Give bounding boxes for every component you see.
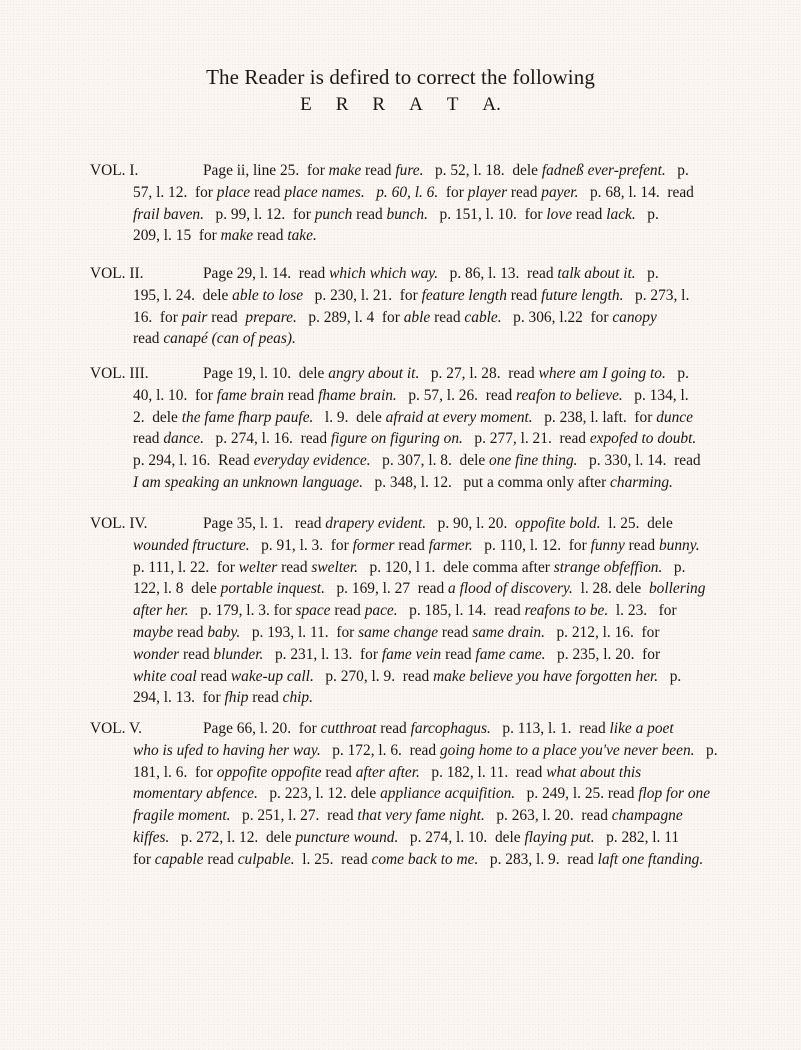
erratum-text: read bbox=[248, 689, 283, 707]
erratum-line bbox=[133, 206, 659, 224]
erratum-text: p. bbox=[662, 558, 686, 576]
erratum-italic-text: that very fame night. bbox=[357, 807, 485, 825]
erratum-text: p. 230, l. 21. for bbox=[303, 286, 422, 304]
erratum-text: read bbox=[133, 430, 164, 448]
erratum-text: read bbox=[572, 205, 607, 223]
volume-label: VOL. III. bbox=[90, 365, 149, 382]
erratum-text: read bbox=[438, 624, 473, 641]
erratum-italic-text: place bbox=[216, 183, 251, 201]
erratum-text: p. 193, l. 11. for bbox=[240, 624, 359, 641]
erratum-line bbox=[133, 430, 696, 448]
erratum-italic-text: fame brain bbox=[216, 386, 284, 404]
erratum-text: read bbox=[624, 536, 659, 554]
erratum-italic-text: after after. bbox=[355, 763, 420, 781]
erratum-text: Page 66, l. 20. for bbox=[203, 720, 321, 737]
errata-letter: R bbox=[335, 94, 349, 115]
erratum-italic-text: charming. bbox=[610, 474, 673, 491]
volume-label: VOL. V. bbox=[90, 720, 143, 737]
erratum-italic-text: payer. bbox=[541, 183, 579, 201]
erratum-text: p. 307, l. 8. dele bbox=[370, 452, 490, 470]
errata-letter: A bbox=[409, 94, 423, 115]
erratum-italic-text: fragile moment. bbox=[133, 807, 231, 825]
erratum-italic-text: white coal bbox=[133, 667, 197, 685]
erratum-text: p. 91, l. 3. for bbox=[249, 536, 353, 554]
erratum-text: read bbox=[173, 624, 208, 641]
erratum-text: read bbox=[196, 667, 231, 685]
erratum-text: Page 19, l. 10. dele bbox=[203, 365, 329, 382]
erratum-italic-text: dance. bbox=[163, 430, 204, 448]
erratum-line bbox=[133, 387, 689, 405]
erratum-line bbox=[133, 646, 660, 664]
erratum-italic-text: fadneß ever-prefent. bbox=[541, 162, 666, 179]
erratum-line bbox=[133, 602, 677, 620]
erratum-line bbox=[133, 287, 689, 305]
erratum-italic-text: come back to me. bbox=[371, 850, 479, 868]
erratum-text: for bbox=[438, 183, 468, 201]
erratum-italic-text: farcophagus. bbox=[410, 720, 491, 737]
erratum-italic-text: like a poet bbox=[609, 720, 674, 737]
erratum-text: p. bbox=[635, 205, 659, 223]
erratum-italic-text: oppofite oppofite bbox=[216, 763, 322, 781]
erratum-text: read bbox=[506, 286, 542, 304]
erratum-italic-text: puncture wound. bbox=[295, 829, 399, 846]
erratum-text: p. 111, l. 22. for bbox=[133, 558, 239, 576]
erratum-line bbox=[133, 474, 673, 492]
erratum-italic-text: culpable. bbox=[237, 850, 295, 868]
erratum-text: Page 35, l. 1. read bbox=[203, 515, 326, 532]
erratum-italic-text: a flood of discovery. bbox=[448, 580, 573, 598]
erratum-italic-text: figure on figuring on. bbox=[330, 430, 463, 448]
erratum-italic-text: wonder bbox=[133, 645, 180, 663]
erratum-italic-text: canapé (can of peas). bbox=[163, 330, 296, 348]
erratum-text: p. 169, l. 27 read bbox=[324, 580, 449, 598]
erratum-text: p. 277, l. 21. read bbox=[462, 430, 590, 448]
erratum-italic-text: reafons to be. bbox=[524, 602, 609, 620]
erratum-italic-text: former bbox=[352, 536, 395, 554]
erratum-italic-text: canopy bbox=[612, 308, 657, 326]
erratum-text: read bbox=[441, 645, 476, 663]
erratum-text: 195, l. 24. dele bbox=[133, 286, 233, 304]
erratum-text: 209, l. 15 for bbox=[133, 227, 221, 245]
erratum-italic-text: afraid at every moment. bbox=[385, 408, 533, 426]
erratum-text: read bbox=[207, 308, 246, 326]
erratum-text: 16. for bbox=[133, 308, 182, 326]
erratum-line bbox=[133, 309, 657, 327]
erratum-italic-text: the fame fharp paufe. bbox=[181, 408, 314, 426]
erratum-text: p. 185, l. 14. read bbox=[397, 602, 525, 620]
erratum-italic-text: dunce bbox=[656, 408, 693, 426]
erratum-text: p. 90, l. 20. bbox=[426, 515, 516, 532]
erratum-text: p. 274, l. 16. read bbox=[203, 430, 331, 448]
erratum-text: p. 274, l. 10. dele bbox=[398, 829, 525, 846]
erratum-text: 294, l. 13. for bbox=[133, 689, 225, 707]
volume-label: VOL. I. bbox=[90, 162, 139, 179]
erratum-italic-text: kiffes. bbox=[133, 829, 170, 846]
erratum-text: read bbox=[376, 720, 411, 737]
erratum-text: p. 182, l. 11. read bbox=[419, 763, 547, 781]
erratum-italic-text: frail baven. bbox=[133, 205, 204, 223]
erratum-line bbox=[133, 624, 660, 642]
erratum-italic-text: take. bbox=[287, 227, 317, 245]
erratum-text: l. 28. dele bbox=[572, 580, 649, 598]
erratum-line bbox=[133, 668, 681, 686]
erratum-text: p. 172, l. 6. read bbox=[320, 741, 440, 759]
erratum-text: for bbox=[133, 850, 155, 868]
erratum-italic-text: punch bbox=[314, 205, 353, 223]
erratum-text: 181, l. 6. for bbox=[133, 763, 217, 781]
errata-letter: T bbox=[446, 94, 459, 115]
erratum-text: p. 52, l. 18. dele bbox=[423, 162, 542, 179]
erratum-line bbox=[133, 184, 694, 202]
erratum-text: p. 282, l. 11 bbox=[594, 829, 680, 846]
erratum-text: p. 120, l 1. dele comma after bbox=[358, 558, 554, 576]
erratum-text: p. 110, l. 12. for bbox=[472, 536, 591, 554]
errata-letter: R bbox=[372, 94, 386, 115]
errata-heading bbox=[0, 64, 801, 118]
erratum-text: p. 249, l. 25. read bbox=[515, 785, 639, 803]
erratum-italic-text: bunny. bbox=[658, 536, 700, 554]
erratum-text bbox=[365, 184, 377, 201]
erratum-text: read bbox=[179, 645, 214, 663]
erratum-text: read bbox=[330, 602, 365, 620]
volume-label: VOL. II. bbox=[90, 265, 144, 282]
erratum-text: 40, l. 10. for bbox=[133, 386, 217, 404]
erratum-italic-text: make believe you have forgotten her. bbox=[433, 667, 659, 685]
erratum-text: read bbox=[133, 330, 164, 348]
erratum-italic-text: momentary abfence. bbox=[133, 785, 258, 803]
erratum-line bbox=[133, 227, 317, 245]
erratum-line bbox=[203, 720, 674, 738]
erratum-italic-text: swelter. bbox=[311, 558, 359, 576]
erratum-italic-text: p. 60, l. 6. bbox=[376, 183, 439, 201]
erratum-text: read bbox=[361, 162, 396, 179]
erratum-text: read bbox=[250, 183, 285, 201]
erratum-text: Page 29, l. 14. read bbox=[203, 265, 330, 282]
erratum-text: p. 57, l. 26. read bbox=[396, 386, 517, 404]
erratum-italic-text: farmer. bbox=[428, 536, 473, 554]
erratum-italic-text: everyday evidence. bbox=[253, 452, 371, 470]
errata-letter: E bbox=[300, 94, 312, 115]
erratum-text: p. 348, l. 12. put a comma only after bbox=[362, 474, 611, 491]
erratum-italic-text: baby. bbox=[207, 624, 241, 641]
erratum-italic-text: make bbox=[328, 162, 362, 179]
erratum-text: 57, l. 12. for bbox=[133, 183, 217, 201]
erratum-italic-text: lack. bbox=[606, 205, 636, 223]
erratum-text: read bbox=[283, 386, 319, 404]
erratum-italic-text: fame vein bbox=[381, 645, 442, 663]
erratum-line bbox=[133, 559, 685, 577]
erratum-italic-text: welter bbox=[238, 558, 278, 576]
erratum-italic-text: fhame brain. bbox=[318, 386, 397, 404]
erratum-italic-text: flaying put. bbox=[524, 829, 595, 846]
erratum-text: l. 25. dele bbox=[600, 515, 673, 532]
erratum-text: p. 235, l. 20. for bbox=[545, 645, 661, 663]
erratum-text: p. 273, l. bbox=[623, 286, 690, 304]
erratum-text: p. 179, l. 3. for bbox=[188, 602, 296, 620]
erratum-text: read bbox=[277, 558, 312, 576]
erratum-italic-text: make bbox=[220, 227, 254, 245]
erratum-italic-text: reafon to believe. bbox=[516, 386, 623, 404]
erratum-italic-text: laft one ftanding. bbox=[597, 850, 704, 868]
erratum-italic-text: flop for one bbox=[638, 785, 711, 803]
heading-instruction: The Reader is defired to correct the following bbox=[206, 65, 595, 89]
erratum-italic-text: pace. bbox=[364, 602, 398, 620]
erratum-text: read bbox=[394, 536, 429, 554]
erratum-italic-text: expofed to doubt. bbox=[589, 430, 697, 448]
erratum-text: p. 86, l. 13. read bbox=[438, 265, 558, 282]
erratum-italic-text: love bbox=[546, 205, 573, 223]
erratum-italic-text: where am I going to. bbox=[538, 365, 666, 382]
erratum-text: Page ii, line 25. for bbox=[203, 162, 329, 179]
heading-errata-title bbox=[0, 92, 801, 118]
erratum-italic-text: after her. bbox=[133, 602, 189, 620]
erratum-italic-text: portable inquest. bbox=[220, 580, 325, 598]
erratum-italic-text: feature length bbox=[421, 286, 507, 304]
erratum-line bbox=[133, 807, 683, 825]
erratum-italic-text: capable bbox=[154, 850, 204, 868]
erratum-text: p. 113, l. 1. read bbox=[490, 720, 610, 737]
erratum-italic-text: blunder. bbox=[213, 645, 264, 663]
erratum-italic-text: future length. bbox=[541, 286, 624, 304]
erratum-line bbox=[133, 689, 313, 707]
erratum-italic-text: angry about it. bbox=[328, 365, 420, 382]
erratum-text: p. 289, l. 4 for bbox=[296, 308, 404, 326]
erratum-line bbox=[133, 742, 718, 760]
erratum-line bbox=[133, 409, 693, 427]
erratum-text: 2. dele bbox=[133, 408, 182, 426]
erratum-line bbox=[203, 265, 659, 283]
erratum-italic-text: player bbox=[467, 183, 508, 201]
erratum-italic-text: same drain. bbox=[472, 624, 545, 641]
erratum-italic-text: wake-up call. bbox=[230, 667, 314, 685]
errata-letter: A. bbox=[482, 94, 501, 115]
erratum-italic-text: appliance acquifition. bbox=[380, 785, 516, 803]
volume-label: VOL. IV. bbox=[90, 515, 148, 532]
erratum-text: p. 151, l. 10. for bbox=[427, 205, 547, 223]
erratum-italic-text: one fine thing. bbox=[489, 452, 578, 470]
erratum-italic-text: who is ufed to having her way. bbox=[133, 741, 321, 759]
erratum-line bbox=[133, 829, 679, 847]
erratum-italic-text: what about this bbox=[546, 763, 642, 781]
erratum-italic-text: cutthroat bbox=[320, 720, 377, 737]
erratum-line bbox=[133, 580, 705, 598]
erratum-text: p. 212, l. 16. for bbox=[544, 624, 660, 641]
erratum-line bbox=[203, 365, 689, 383]
erratum-text: p. 27, l. 28. read bbox=[419, 365, 539, 382]
erratum-text: p. 238, l. laft. for bbox=[532, 408, 657, 426]
erratum-italic-text: prepare. bbox=[245, 308, 297, 326]
erratum-text: p. 231, l. 13. for bbox=[263, 645, 382, 663]
erratum-line bbox=[133, 785, 710, 803]
erratum-italic-text: bollering bbox=[648, 580, 706, 598]
erratum-italic-text: funny bbox=[590, 536, 625, 554]
erratum-text: p. 251, l. 27. read bbox=[230, 807, 358, 825]
erratum-text: p. 330, l. 14. read bbox=[577, 452, 701, 470]
erratum-italic-text: talk about it. bbox=[557, 265, 636, 282]
erratum-text: p. 306, l.22 for bbox=[501, 308, 613, 326]
erratum-italic-text: which which way. bbox=[329, 265, 439, 282]
erratum-text: l. 9. dele bbox=[313, 408, 386, 426]
erratum-line bbox=[133, 537, 700, 555]
erratum-italic-text: maybe bbox=[133, 624, 174, 641]
erratum-italic-text: oppofite bold. bbox=[515, 515, 601, 532]
erratum-text: p. 99, l. 12. for bbox=[203, 205, 315, 223]
erratum-text: p. bbox=[658, 667, 682, 685]
erratum-text: read bbox=[352, 205, 387, 223]
erratum-text: read bbox=[203, 850, 238, 868]
erratum-line bbox=[133, 330, 296, 348]
erratum-text: p. bbox=[694, 741, 718, 759]
erratum-text: p. 134, l. bbox=[622, 386, 689, 404]
erratum-italic-text: fhip bbox=[224, 689, 249, 707]
erratum-italic-text: strange obfeffion. bbox=[553, 558, 663, 576]
erratum-text: read bbox=[321, 763, 356, 781]
erratum-text: p. bbox=[665, 162, 689, 179]
erratum-italic-text: able bbox=[403, 308, 431, 326]
erratum-line bbox=[133, 851, 703, 869]
erratum-italic-text: I am speaking an unknown language. bbox=[133, 474, 363, 491]
erratum-italic-text: fame came. bbox=[475, 645, 546, 663]
erratum-text: p. bbox=[665, 365, 689, 382]
erratum-italic-text: same change bbox=[358, 624, 439, 641]
erratum-text: p. bbox=[635, 265, 659, 282]
erratum-text: p. 223, l. 12. dele bbox=[257, 785, 381, 803]
erratum-text: p. 283, l. 9. read bbox=[478, 850, 598, 868]
erratum-text: p. 263, l. 20. read bbox=[484, 807, 612, 825]
erratum-text: read bbox=[430, 308, 465, 326]
erratum-text: p. 68, l. 14. read bbox=[578, 183, 694, 201]
erratum-text: l. 25. read bbox=[294, 850, 372, 868]
erratum-italic-text: bunch. bbox=[386, 205, 428, 223]
erratum-line bbox=[133, 452, 701, 470]
erratum-italic-text: champagne bbox=[611, 807, 683, 825]
erratum-italic-text: pair bbox=[181, 308, 208, 326]
erratum-italic-text: space bbox=[295, 602, 331, 620]
erratum-text: 122, l. 8 dele bbox=[133, 580, 221, 598]
erratum-text: p. 272, l. 12. dele bbox=[169, 829, 296, 846]
erratum-italic-text: able to lose bbox=[232, 286, 304, 304]
erratum-text: l. 23. for bbox=[608, 602, 677, 620]
erratum-italic-text: cable. bbox=[464, 308, 502, 326]
erratum-italic-text: going home to a place you've never been. bbox=[439, 741, 695, 759]
erratum-text: p. 270, l. 9. read bbox=[313, 667, 434, 685]
erratum-line bbox=[133, 764, 641, 782]
erratum-italic-text: chip. bbox=[282, 689, 313, 707]
erratum-italic-text: drapery evident. bbox=[325, 515, 427, 532]
erratum-italic-text: place names. bbox=[284, 183, 365, 201]
erratum-italic-text: fure. bbox=[395, 162, 424, 179]
erratum-text: p. 294, l. 16. Read bbox=[133, 452, 254, 470]
erratum-text: read bbox=[507, 183, 542, 201]
erratum-line bbox=[203, 515, 673, 533]
erratum-italic-text: wounded ftructure. bbox=[133, 536, 250, 554]
erratum-line bbox=[203, 162, 689, 180]
erratum-text: read bbox=[253, 227, 288, 245]
